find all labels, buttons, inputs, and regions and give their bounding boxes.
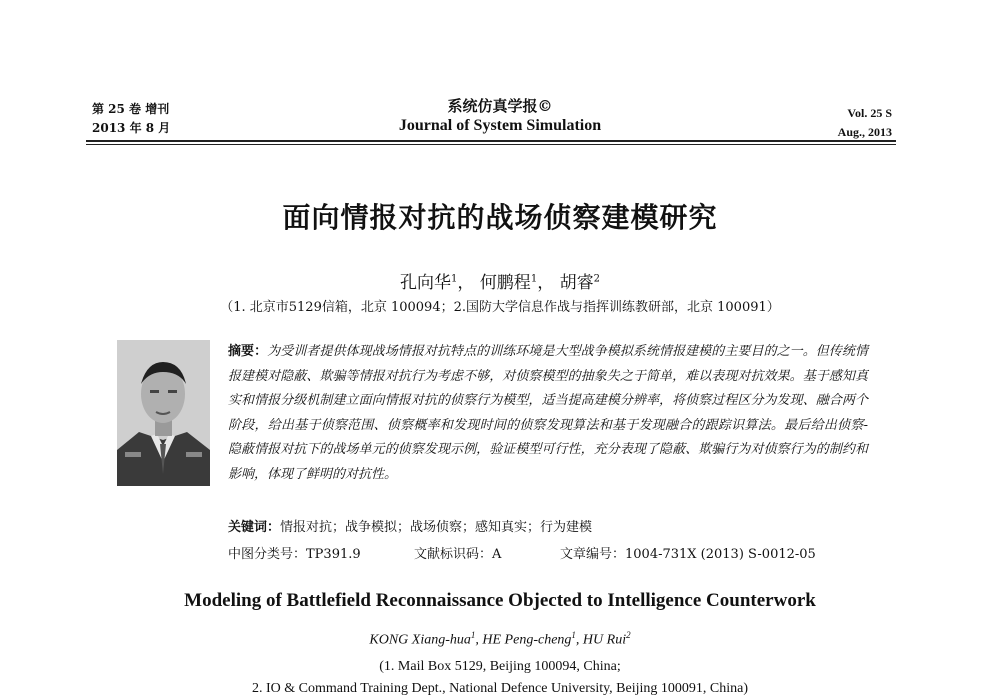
keywords-label: 关键词： xyxy=(228,520,281,535)
date-en: Aug., 2013 xyxy=(837,125,892,139)
author-separator-en: , xyxy=(575,632,583,648)
author-name-en: HE Peng-cheng xyxy=(482,632,572,648)
author-separator: ， xyxy=(457,273,475,293)
article-number: 文章编号：1004-731X (2013) S-0012-05 xyxy=(560,547,816,562)
author-separator-en: , xyxy=(475,632,483,648)
affiliation-cn: （1. 北京市5129信箱，北京 100094；2.国防大学信息作战与指挥训练教研部，北京 100091） xyxy=(220,300,780,315)
author-name: 胡睿 xyxy=(559,273,594,293)
classification-row xyxy=(228,543,868,567)
journal-name-cn: 系统仿真学报© xyxy=(447,97,553,115)
affiliation-en-line-1: (1. Mail Box 5129, Beijing 100094, China; xyxy=(379,659,621,674)
author-affiliation-mark: 1 xyxy=(530,273,538,285)
header-rule-top xyxy=(86,140,896,142)
date-cn: 2013 年 8 月 xyxy=(92,121,171,135)
clc-number: 中图分类号：TP391.9 xyxy=(228,547,361,562)
affiliation-en-line-2: 2. IO & Command Training Dept., National Defence University, Beijing 100091, China) xyxy=(251,681,749,696)
volume-en: Vol. 25 S xyxy=(847,106,892,120)
abstract-text: 为受训者提供体现战场情报对抗特点的训练环境是大型战争模拟系统情报建模的主要目的之一。但传统情报建模对隐蔽、欺骗等情报对抗行为考虑不够，对侦察模型的抽象失之于简单，难以表现对抗效果。基于感知真实和情报分级机制建立面向情报对抗的侦察行为模型，适当提高建模分辨率，将侦察过程区分为发现、融合两个阶段，给出基于侦察范围、侦察概率和发现时间的侦察发现算法和基于发现融合的跟踪识算法。最后给出侦察-隐蔽情报对抗下的战场单元的侦察发现示例，验证模型可行性，充分表现了隐蔽、欺骗行为对侦察行为的制约和影响，体现了鲜明的对抗性。 xyxy=(228,344,868,482)
affiliation-en xyxy=(0,656,1000,700)
author-list-en xyxy=(0,630,1000,649)
author-affiliation-mark: 2 xyxy=(593,273,600,285)
keywords xyxy=(228,516,592,540)
paper-title-en: Modeling of Battlefield Reconnaissance Objected to Intelligence Counterwork xyxy=(184,590,816,611)
author-list-cn xyxy=(0,268,1000,293)
author-photo-image xyxy=(117,340,210,486)
author-affiliation-mark: 1 xyxy=(451,273,458,285)
volume-cn: 第 25 卷 增刊 xyxy=(92,102,170,116)
keywords-text: 情报对抗；战争模拟；战场侦察；感知真实；行为建模 xyxy=(280,520,593,535)
journal-volume-en xyxy=(838,104,892,142)
author-name: 何鹏程 xyxy=(479,273,531,293)
author-name-en: KONG Xiang-hua xyxy=(369,632,471,648)
document-code: 文献标识码：A xyxy=(414,547,502,562)
abstract xyxy=(228,340,868,488)
journal-name-en: Journal of System Simulation xyxy=(398,117,602,134)
author-name: 孔向华 xyxy=(400,273,452,293)
abstract-label: 摘要： xyxy=(228,344,268,359)
paper-title-cn: 面向情报对抗的战场侦察建模研究 xyxy=(282,201,718,234)
author-affiliation-mark-en: 2 xyxy=(626,630,631,640)
header-rule-bottom xyxy=(86,144,896,145)
author-affiliation-mark-en: 1 xyxy=(571,630,576,640)
author-affiliation-mark-en: 1 xyxy=(470,630,476,640)
author-separator: ， xyxy=(537,273,555,293)
author-photo xyxy=(117,340,210,486)
author-name-en: HU Rui xyxy=(582,632,627,648)
